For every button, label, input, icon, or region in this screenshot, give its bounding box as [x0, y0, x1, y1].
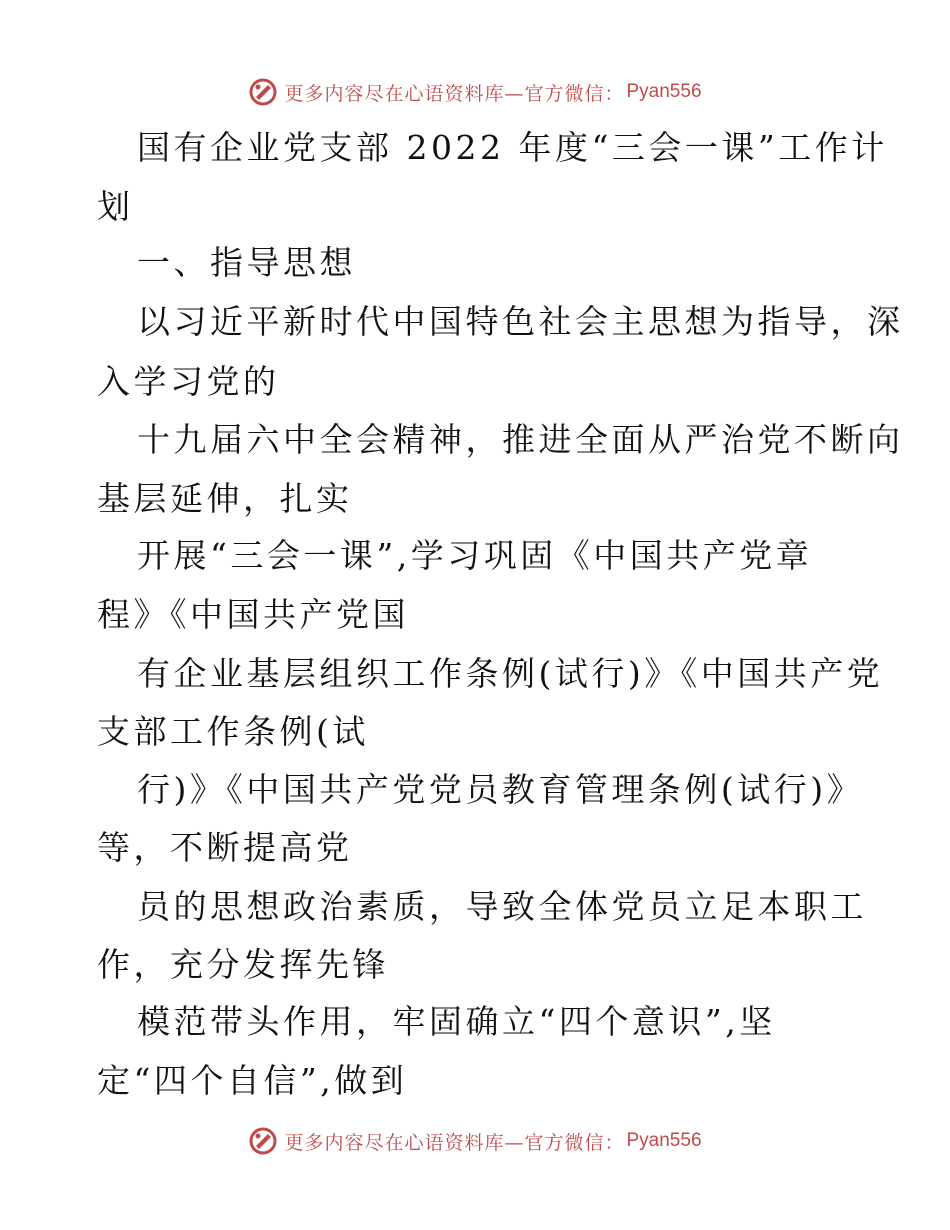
paragraph-line: 开展“三会一课”,学习巩固《中国共产党章	[137, 536, 813, 575]
paragraph-line: 作，充分发挥先锋	[97, 945, 389, 984]
paragraph-line: 有企业基层组织工作条例(试行)》《中国共产党	[137, 654, 884, 693]
banner-text: 更多内容尽在心语资料库—官方微信：	[284, 82, 625, 105]
banner-text: 更多内容尽在心语资料库—官方微信：	[284, 1131, 625, 1154]
section-heading: 一、指导思想	[137, 243, 356, 282]
footer-watermark-banner	[0, 1121, 950, 1161]
paragraph-line: 入学习党的	[97, 362, 280, 401]
document-title-line-1: 国有企业党支部 2022 年度“三会一课”工作计	[137, 128, 888, 167]
document-title-line-2: 划	[97, 187, 134, 226]
paragraph-line: 模范带头作用，牢固确立“四个意识”,坚	[137, 1002, 776, 1041]
banner-wechat-id: Pyan556	[626, 81, 702, 102]
header-watermark-banner	[0, 72, 950, 112]
paragraph-line: 基层延伸，扎实	[97, 479, 353, 518]
brand-logo-icon	[248, 1126, 278, 1156]
paragraph-line: 员的思想政治素质，导致全体党员立足本职工	[137, 887, 867, 926]
paragraph-line: 等，不断提高党	[97, 828, 353, 867]
paragraph-line: 以习近平新时代中国特色社会主思想为指导，深	[137, 302, 904, 341]
brand-logo-icon	[248, 77, 278, 107]
banner-wechat-id: Pyan556	[626, 1130, 702, 1151]
paragraph-line: 支部工作条例(试	[97, 712, 369, 751]
paragraph-line: 程》《中国共产党国	[97, 595, 409, 634]
paragraph-line: 十九届六中全会精神，推进全面从严治党不断向	[137, 420, 904, 459]
paragraph-line: 定“四个自信”,做到	[97, 1061, 408, 1100]
paragraph-line: 行)》《中国共产党党员教育管理条例(试行)》	[137, 770, 864, 809]
